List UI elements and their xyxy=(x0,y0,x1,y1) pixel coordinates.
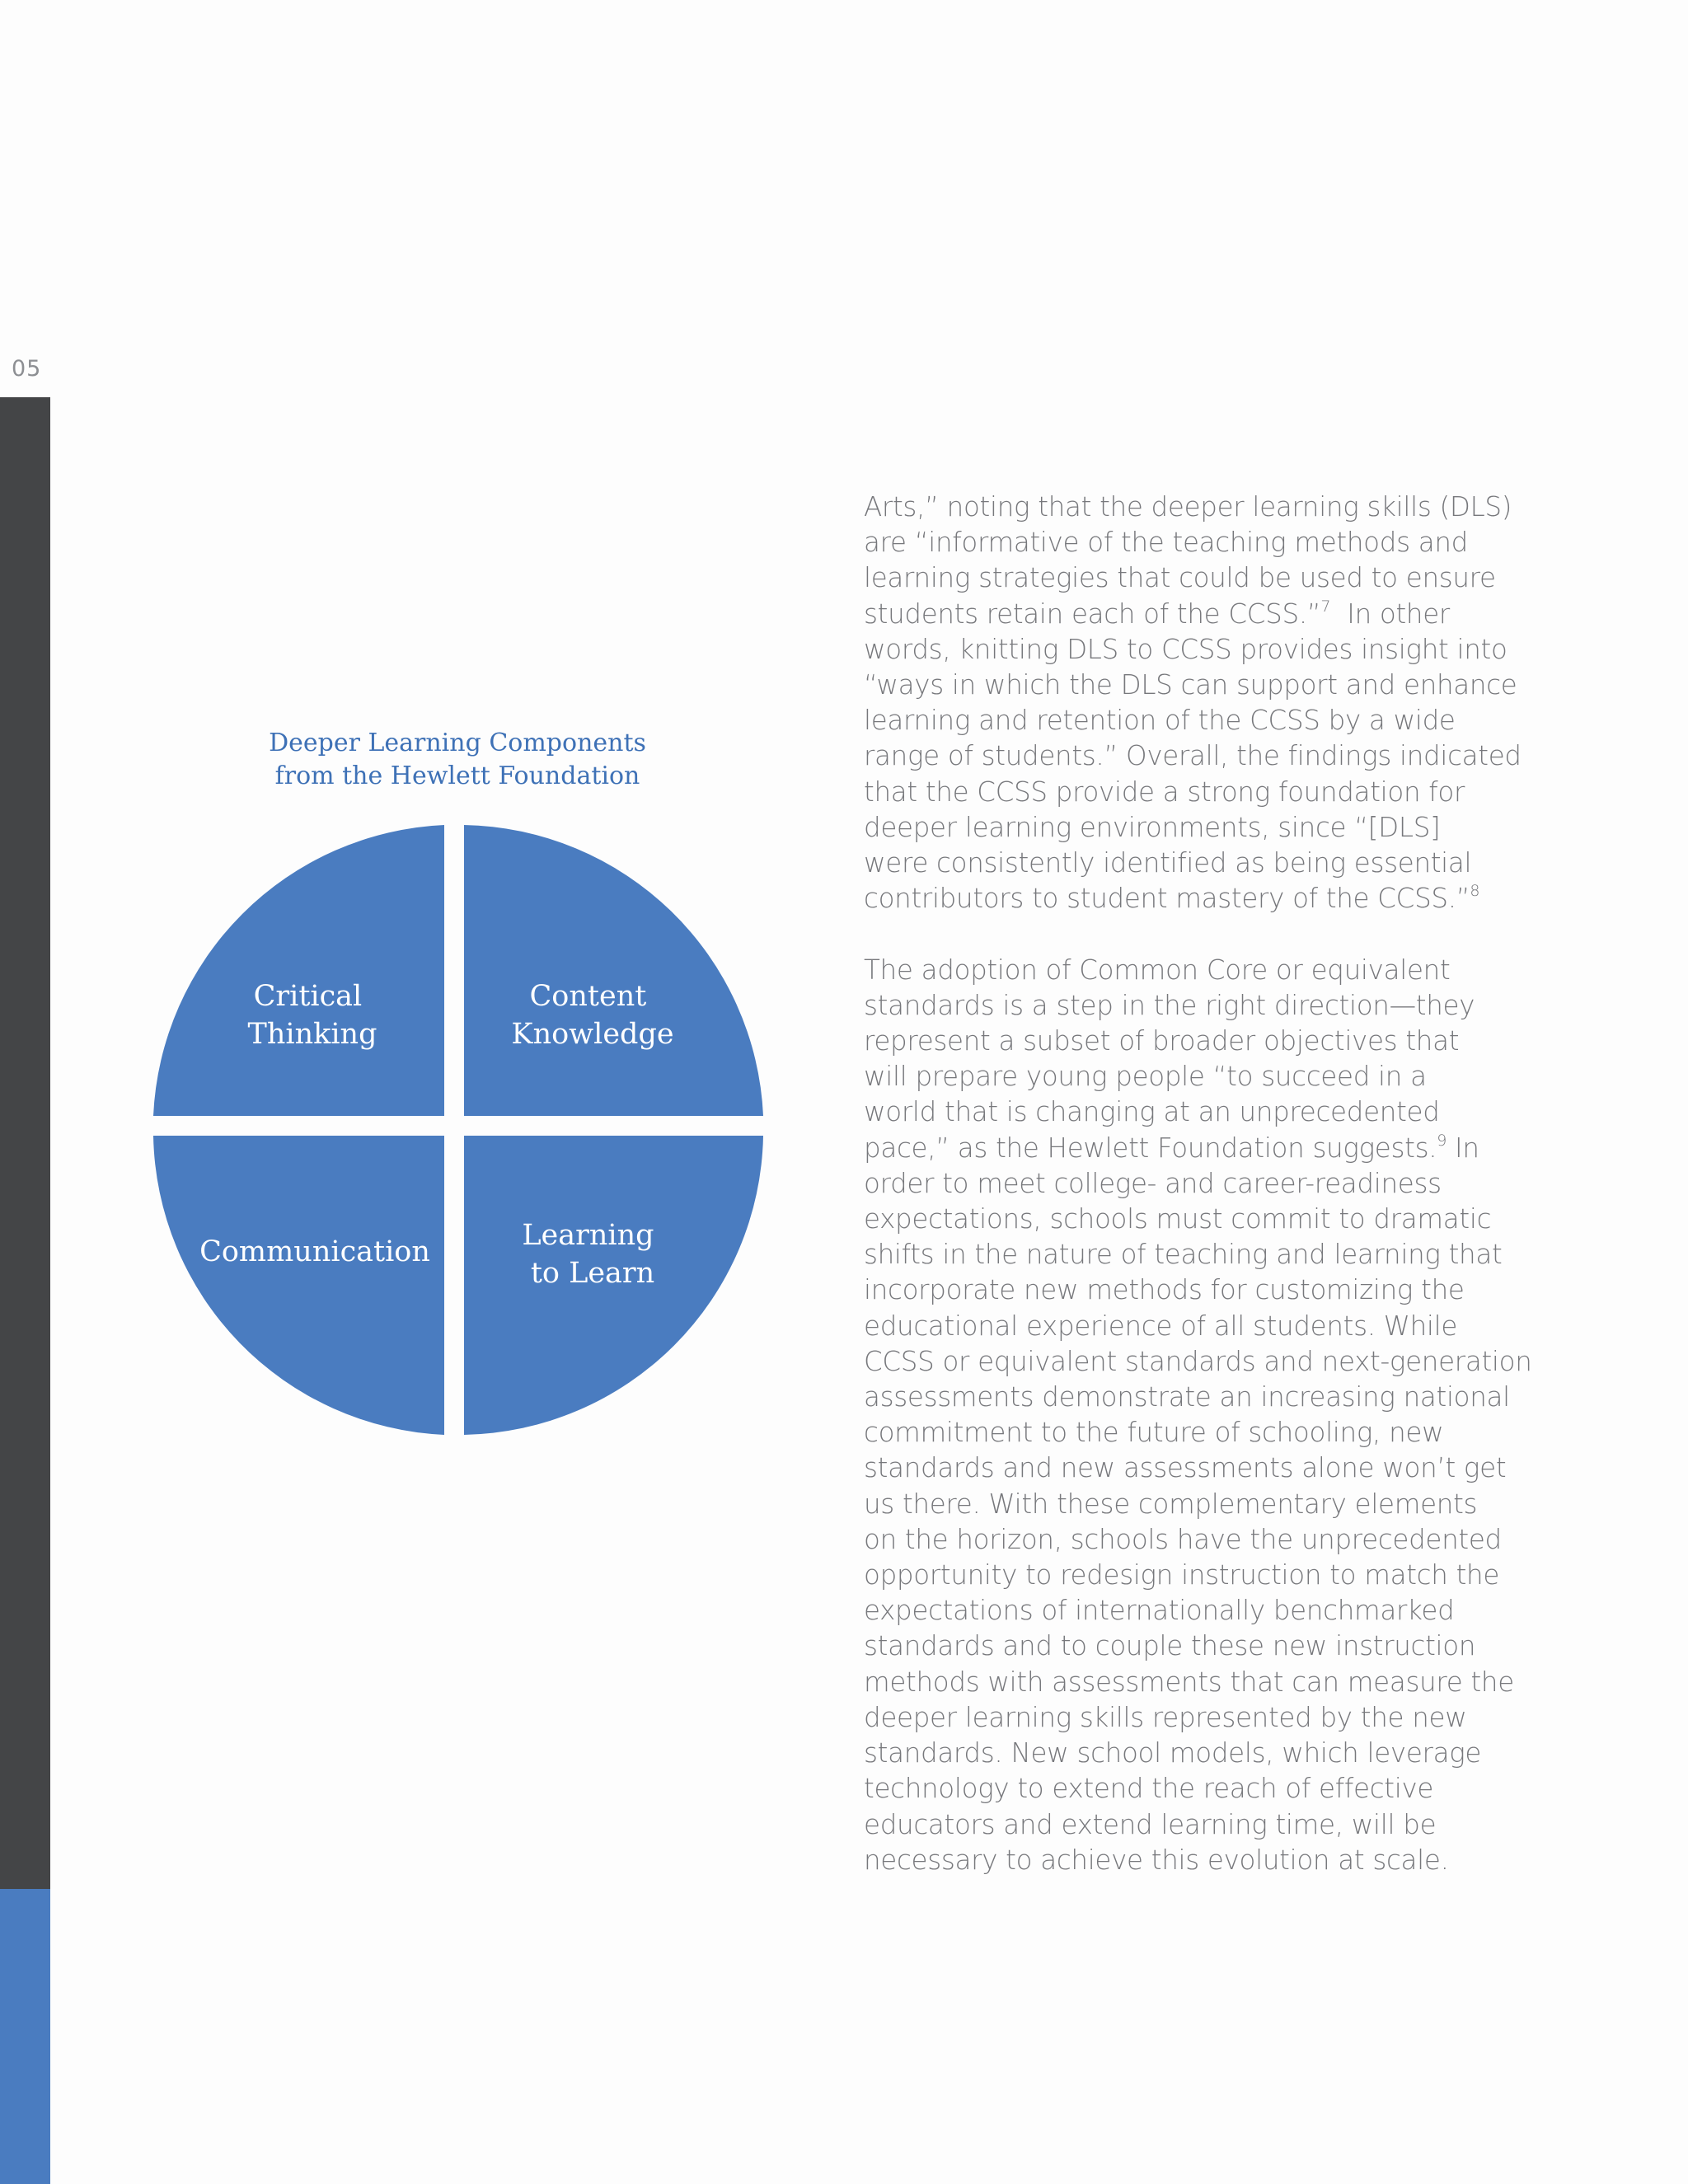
text-line: CCSS or equivalent standards and next-generation xyxy=(864,1345,1532,1377)
text-line: standards is a step in the right direction—they xyxy=(864,989,1475,1021)
text-line-segment: contributors to student mastery of the CCSS.” xyxy=(864,883,1470,915)
sidebar-accent-band xyxy=(0,1889,50,2184)
text-line xyxy=(864,597,1507,632)
quadrant-label-learning-to-learn: Learning to Learn xyxy=(522,1219,655,1290)
text-line: necessary to achieve this evolution at scale. xyxy=(864,1844,1449,1876)
text-line: methods with assessments that can measure the xyxy=(864,1666,1514,1698)
text-line: standards and to couple these new instruction xyxy=(864,1630,1476,1662)
text-line xyxy=(864,881,1507,916)
diagram-title-line-1: Deeper Learning Components xyxy=(269,729,646,757)
text-line-segment: In other xyxy=(1330,598,1450,630)
text-line: deeper learning skills represented by the new xyxy=(864,1701,1467,1733)
text-line xyxy=(864,1131,1507,1166)
sidebar-dark-band xyxy=(0,397,50,1889)
text-line: shifts in the nature of teaching and learning that xyxy=(864,1239,1503,1271)
text-line: incorporate new methods for customizing the xyxy=(864,1274,1465,1306)
text-line: expectations, schools must commit to dramatic xyxy=(864,1203,1492,1235)
footnote-marker: 9 xyxy=(1437,1131,1447,1150)
quadrant-label-communication: Communication xyxy=(199,1235,430,1268)
text-line: us there. With these complementary elements xyxy=(864,1488,1478,1520)
text-line: commitment to the future of schooling, new xyxy=(864,1417,1444,1449)
text-line: deeper learning environments, since “[DLS] xyxy=(864,811,1441,843)
text-line: represent a subset of broader objectives that xyxy=(864,1025,1460,1057)
quadrant-communication xyxy=(153,1136,444,1435)
text-line: learning and retention of the CCSS by a wide xyxy=(864,705,1456,737)
article-paragraph-2 xyxy=(864,953,1532,1878)
text-line-segment: In xyxy=(1447,1132,1479,1164)
text-line: expectations of internationally benchmarked xyxy=(864,1595,1455,1627)
text-line-segment: students retain each of the CCSS.” xyxy=(864,598,1321,630)
text-line: order to meet college- and career-readiness xyxy=(864,1167,1442,1199)
article-paragraph-1 xyxy=(864,490,1522,916)
text-line: educators and extend learning time, will be xyxy=(864,1808,1437,1840)
page-number: 05 xyxy=(12,356,42,382)
quadrant-critical-thinking xyxy=(153,825,444,1116)
paragraph-spacer xyxy=(864,916,1507,952)
text-line-segment: pace,” as the Hewlett Foundation suggests. xyxy=(864,1132,1437,1164)
text-line: technology to extend the reach of effective xyxy=(864,1773,1434,1805)
footnote-marker: 8 xyxy=(1470,882,1480,901)
diagram-title xyxy=(210,727,705,793)
text-line: range of students.” Overall, the findings indicated xyxy=(864,740,1522,772)
quadrant-content-knowledge xyxy=(464,825,763,1116)
article-body xyxy=(864,490,1532,1878)
quadrant-label-content-knowledge: Content Knowledge xyxy=(511,980,674,1051)
text-line: were consistently identified as being essential xyxy=(864,847,1472,879)
text-line: words, knitting DLS to CCSS provides insight into xyxy=(864,633,1507,665)
text-line: that the CCSS provide a strong foundation for xyxy=(864,776,1465,808)
text-line: will prepare young people “to succeed in a xyxy=(864,1061,1427,1093)
quadrant-label-critical-thinking: Critical Thinking xyxy=(247,980,377,1051)
footnote-marker: 7 xyxy=(1320,597,1331,616)
text-line: The adoption of Common Core or equivalent xyxy=(864,954,1451,986)
text-line: “ways in which the DLS can support and enhance xyxy=(864,669,1517,701)
text-line: learning strategies that could be used to ensure xyxy=(864,562,1496,594)
deeper-learning-quadrant-diagram xyxy=(151,823,766,1437)
text-line: educational experience of all students. While xyxy=(864,1310,1458,1342)
text-line: standards and new assessments alone won’t get xyxy=(864,1452,1507,1484)
text-line: standards. New school models, which leverage xyxy=(864,1737,1482,1769)
text-line: opportunity to redesign instruction to match the xyxy=(864,1559,1500,1591)
text-line: world that is changing at an unprecedented xyxy=(864,1096,1440,1128)
text-line: are “informative of the teaching methods and xyxy=(864,527,1468,559)
text-line: Arts,” noting that the deeper learning skills (DLS) xyxy=(864,491,1512,523)
diagram-title-line-2: from the Hewlett Foundation xyxy=(274,762,640,790)
text-line: assessments demonstrate an increasing national xyxy=(864,1381,1510,1413)
text-line: on the horizon, schools have the unprecedented xyxy=(864,1523,1502,1555)
